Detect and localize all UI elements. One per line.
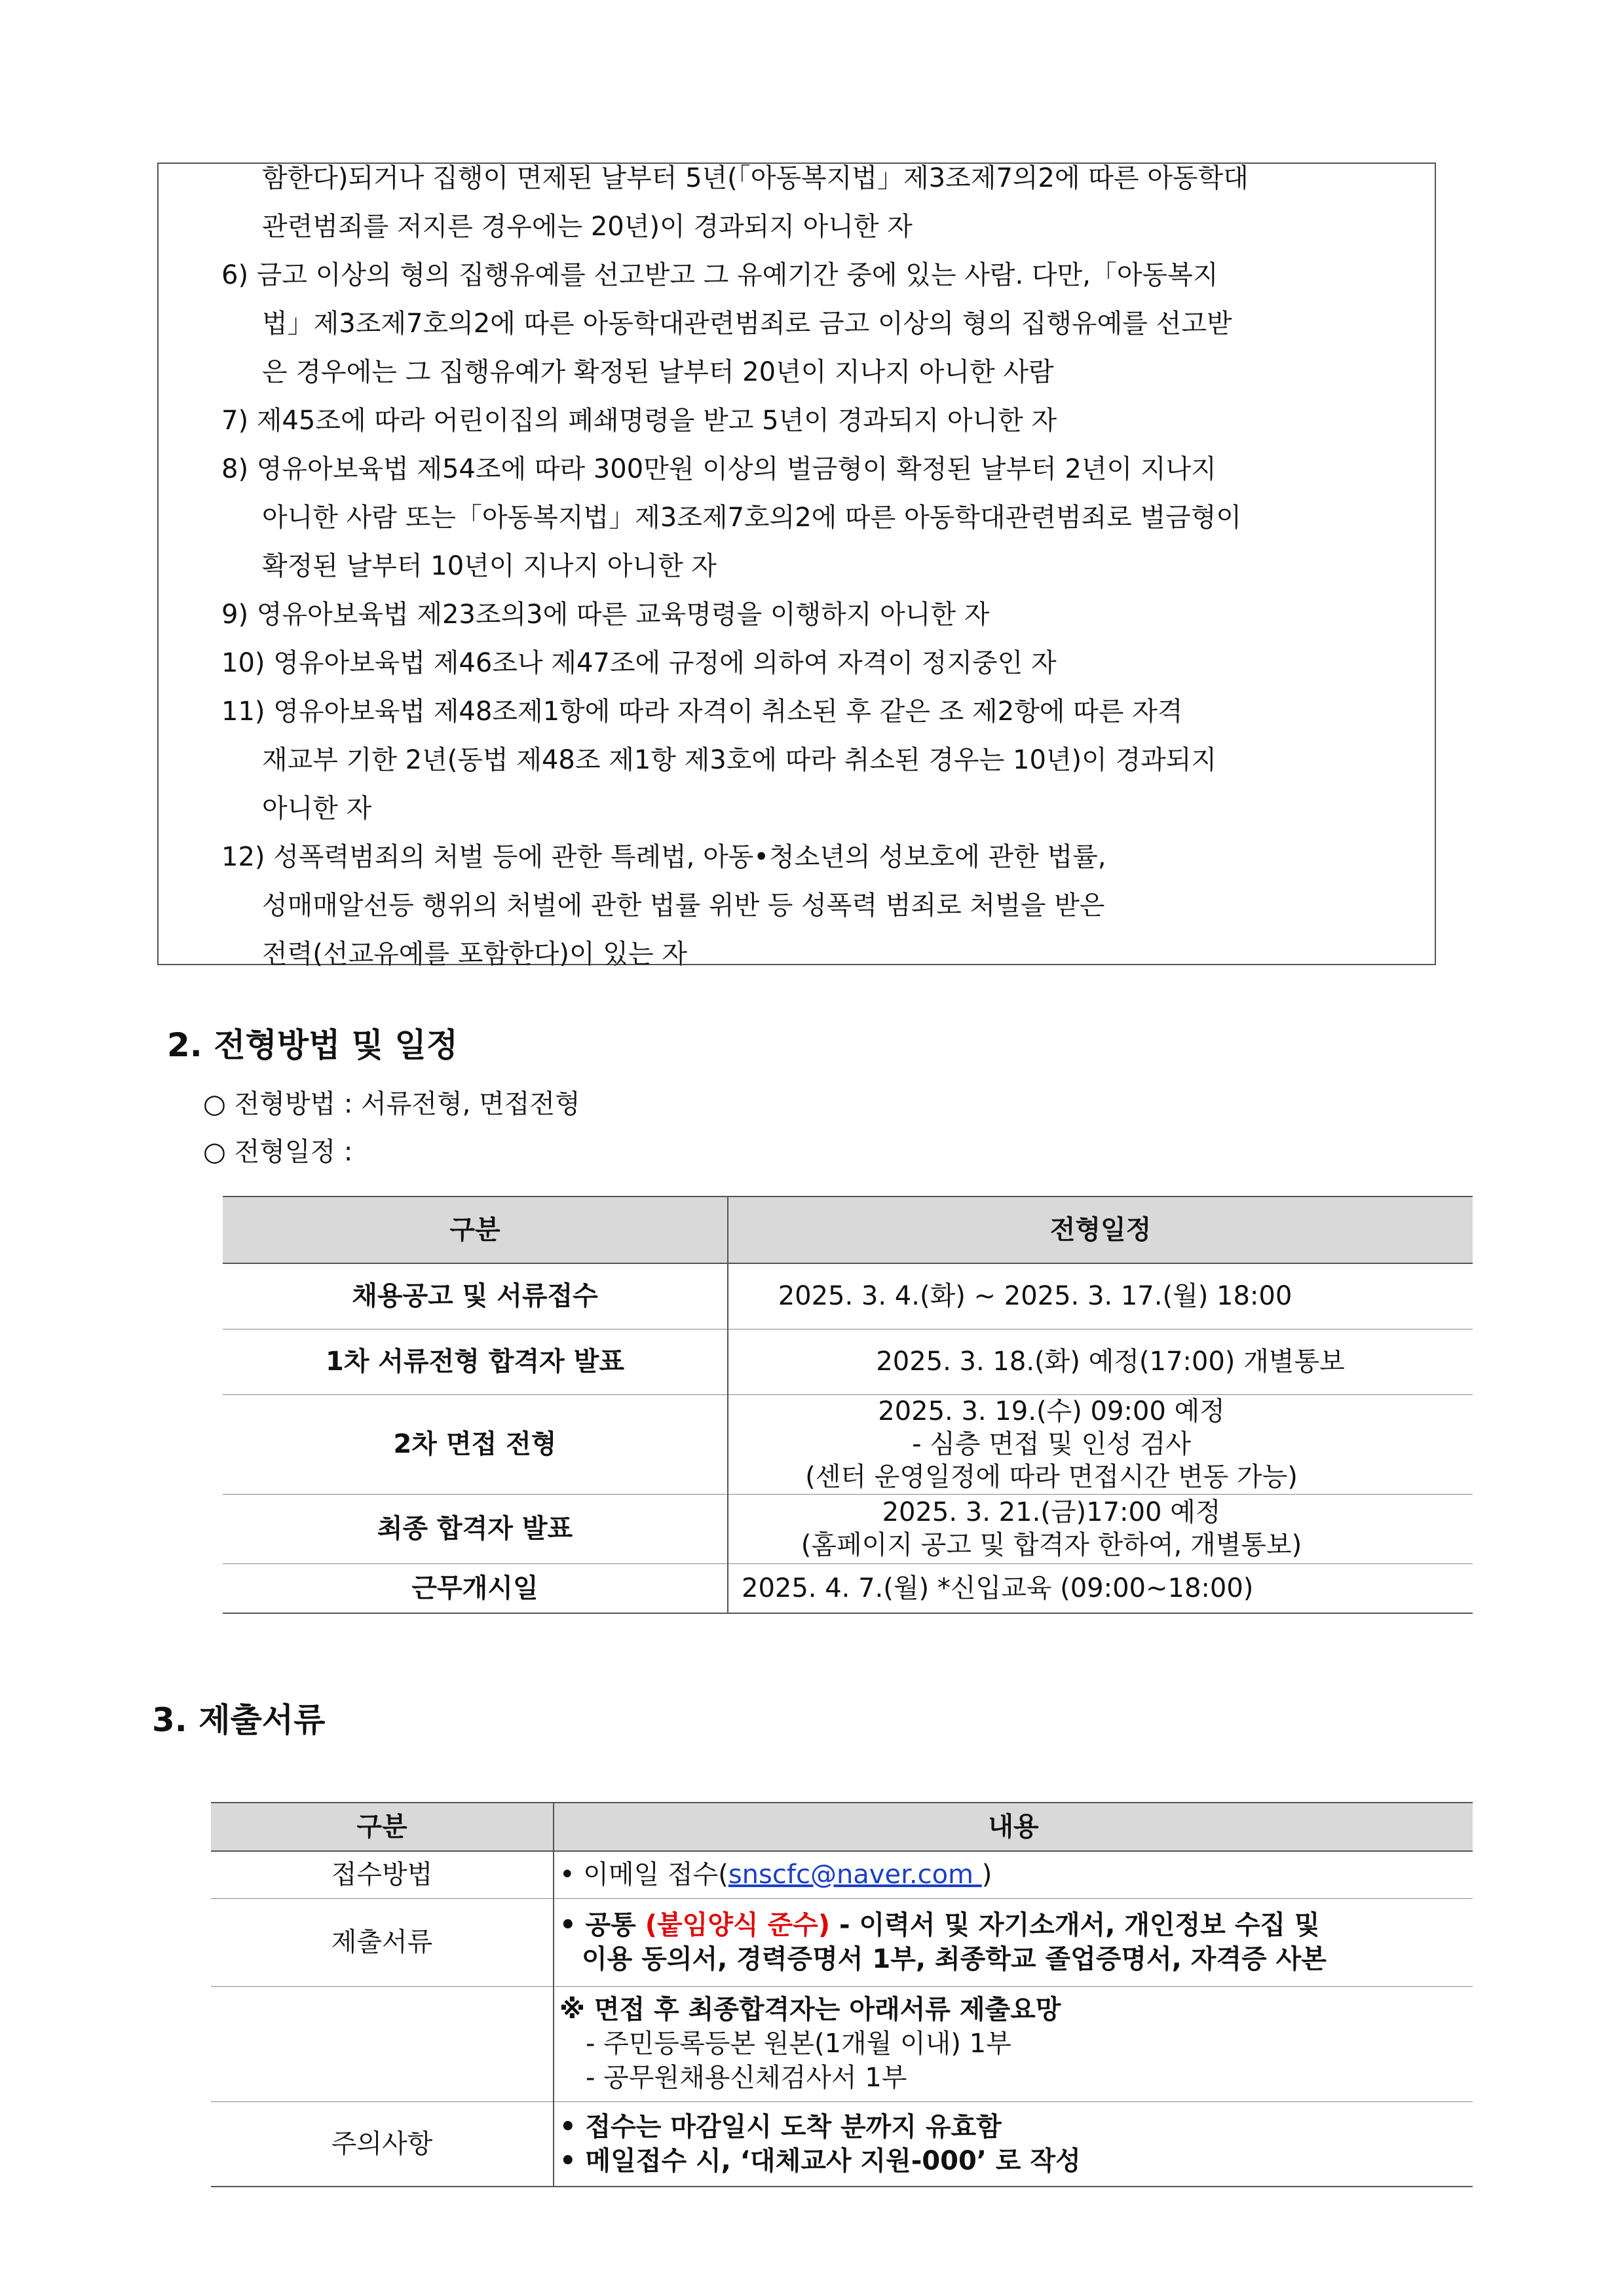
box-line: 아니한 자	[262, 794, 372, 824]
row-value	[554, 1898, 1473, 1986]
schedule-text: 2025. 3. 18.(화) 예정(17:00) 개별통보	[876, 1347, 1345, 1377]
box-line: 성매매알선등 행위의 처벌에 관한 법률 위반 등 성폭력 범죄로 처벌을 받은	[262, 890, 1105, 921]
final-item: - 공무원채용신체검사서 1부	[586, 2063, 907, 2093]
table-header: 구분	[211, 1803, 554, 1851]
box-line: 10) 영유아보육법 제46조나 제47조에 규정에 의하여 자격이 정지중인 자	[221, 648, 1057, 678]
row-value: 2025. 4. 7.(월) *신입교육 (09:00~18:00)	[728, 1563, 1473, 1613]
table-row	[211, 1898, 1473, 1986]
box-line: 7) 제45조에 따라 어린이집의 폐쇄명령을 받고 5년이 경과되지 아니한 자	[221, 406, 1057, 436]
box-line: 9) 영유아보육법 제23조의3에 따른 교육명령을 이행하지 아니한 자	[221, 600, 990, 630]
caution-item: • 메일접수 시, ‘대체교사 지원-000’ 로 작성	[559, 2145, 1081, 2176]
text: )	[981, 1860, 992, 1890]
selection-method: ○ 전형방법 : 서류전형, 면접전형	[203, 1089, 580, 1119]
row-label: 최종 합격자 발표	[223, 1494, 728, 1563]
highlight-text: (붙임양식 준수)	[645, 1910, 831, 1940]
box-line: 11) 영유아보육법 제48조제1항에 따라 자격이 취소된 후 같은 조 제2항에 따른 자격	[221, 697, 1183, 727]
table-row	[223, 1329, 1473, 1394]
table-row	[211, 2101, 1473, 2187]
selection-schedule-label: ○ 전형일정 :	[203, 1137, 353, 1167]
schedule-text: - 심층 면접 및 인성 검사	[912, 1429, 1191, 1459]
table-row	[211, 1986, 1473, 2101]
final-note: ※ 면접 후 최종합격자는 아래서류 제출요망	[559, 1995, 1061, 2025]
box-line: 재교부 기한 2년(동법 제48조 제1항 제3호에 따라 취소된 경우는 10년)이 경과되지	[262, 745, 1217, 775]
row-value	[554, 1851, 1473, 1898]
box-line: 아니한 사람 또는「아동복지법」제3조제7호의2에 따른 아동학대관련범죄로 벌금형이	[262, 503, 1242, 533]
row-label: 제출서류	[211, 1898, 554, 1986]
box-line: 관련범죄를 저지른 경우에는 20년)이 경과되지 아니한 자	[262, 212, 913, 242]
table-row	[223, 1394, 1473, 1494]
table-header: 전형일정	[728, 1196, 1473, 1263]
row-label: 채용공고 및 서류접수	[223, 1263, 728, 1329]
section-title: 2. 전형방법 및 일정	[167, 1026, 459, 1064]
table-header: 구분	[223, 1196, 728, 1263]
row-label: 1차 서류전형 합격자 발표	[223, 1329, 728, 1394]
caution-item: • 접수는 마감일시 도착 분까지 유효함	[559, 2111, 1002, 2142]
table-row	[223, 1263, 1473, 1329]
schedule-text: 2025. 3. 21.(금)17:00 예정	[882, 1497, 1221, 1527]
docs-line	[559, 1908, 1473, 1942]
table-row	[211, 1851, 1473, 1898]
row-label: 주의사항	[211, 2101, 554, 2187]
docs-line: 이용 동의서, 경력증명서 1부, 최종학교 졸업증명서, 자격증 사본	[582, 1944, 1327, 1974]
row-value	[554, 2101, 1473, 2187]
box-line: 6) 금고 이상의 형의 집행유예를 선고받고 그 유예기간 중에 있는 사람. 다만,「아동복지	[221, 260, 1218, 290]
text: • 공통	[559, 1910, 645, 1940]
email-link[interactable]: snscfc@naver.com	[728, 1860, 982, 1890]
table-row	[223, 1563, 1473, 1613]
row-value	[728, 1329, 1473, 1394]
schedule-text: (홈페이지 공고 및 합격자 한하여, 개별통보)	[801, 1530, 1302, 1560]
schedule-text: (센터 운영일정에 따라 면접시간 변동 가능)	[805, 1462, 1298, 1492]
row-label	[211, 1986, 554, 2101]
text: • 이메일 접수(	[559, 1860, 728, 1890]
row-value	[728, 1494, 1473, 1563]
text: - 이력서 및 자기소개서, 개인정보 수집 및	[830, 1910, 1320, 1940]
box-line: 12) 성폭력범죄의 처벌 등에 관한 특례법, 아동•청소년의 성보호에 관한 법률,	[221, 842, 1106, 872]
section-title: 3. 제출서류	[152, 1701, 326, 1739]
table-header: 내용	[554, 1803, 1473, 1851]
row-label: 2차 면접 전형	[223, 1394, 728, 1494]
box-line: 전력(선교유예를 포함한다)이 있는 자	[262, 939, 687, 969]
box-line: 8) 영유아보육법 제54조에 따라 300만원 이상의 벌금형이 확정된 날부터 2년이 지나지	[221, 454, 1217, 484]
documents-table	[211, 1802, 1473, 2187]
schedule-table	[223, 1196, 1473, 1614]
box-line: 확정된 날부터 10년이 지나지 아니한 자	[262, 551, 717, 581]
final-item: - 주민등록등본 원본(1개월 이내) 1부	[586, 2029, 1011, 2059]
box-line: 함한다)되거나 집행이 면제된 날부터 5년(「아동복지법」제3조제7의2에 따른 아동학대	[262, 163, 1249, 193]
row-value	[554, 1986, 1473, 2101]
schedule-text: 2025. 3. 4.(화) ~ 2025. 3. 17.(월) 18:00	[778, 1281, 1293, 1312]
table-row	[223, 1494, 1473, 1563]
row-label: 근무개시일	[223, 1563, 728, 1613]
row-value	[728, 1263, 1473, 1329]
schedule-text: 2025. 3. 19.(수) 09:00 예정	[878, 1396, 1225, 1426]
row-value	[728, 1394, 1473, 1494]
box-line: 은 경우에는 그 집행유예가 확정된 날부터 20년이 지나지 아니한 사람	[262, 357, 1054, 387]
box-line: 법」제3조제7호의2에 따른 아동학대관련범죄로 금고 이상의 형의 집행유예를 선고받	[262, 309, 1232, 339]
row-label: 접수방법	[211, 1851, 554, 1898]
